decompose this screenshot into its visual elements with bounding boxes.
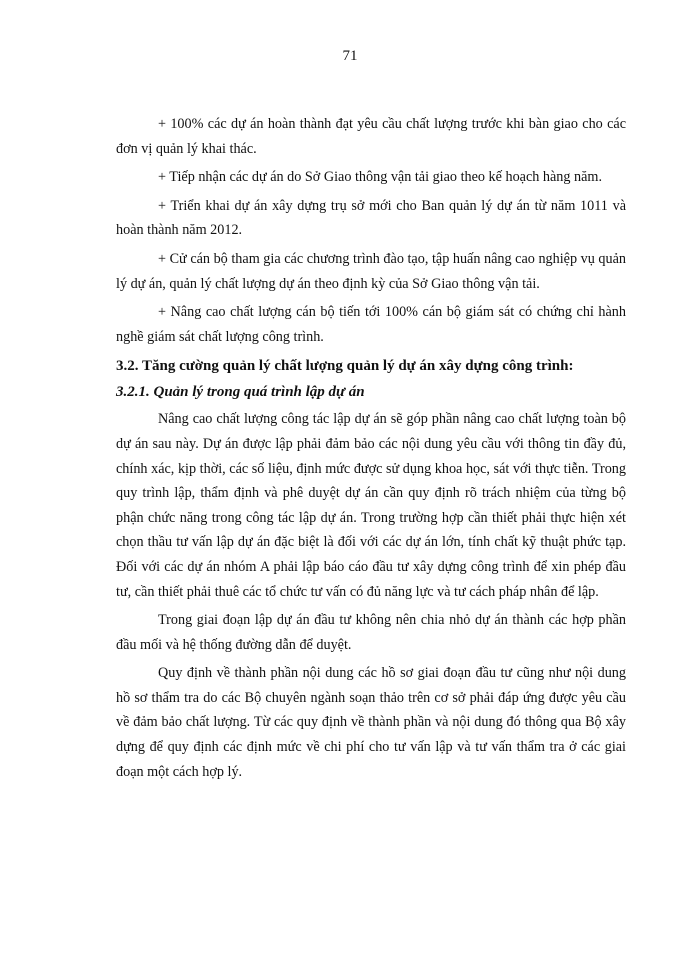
paragraph: Quy định về thành phần nội dung các hồ sơ giai đoạn đầu tư cũng như nội dung hồ sơ thẩm tra do các Bộ chuyên ngành soạn thảo trên cơ sở phải đáp ứng được yêu cầu về đảm bảo chất lượng. Từ các quy định về thành phần và nội dung đó thông qua Bộ xây dựng để quy định các định mức về chi phí cho tư vấn lập và tư vấn thẩm tra ở các giai đoạn một cách hợp lý. [116,665,626,780]
bullet-item: + Cử cán bộ tham gia các chương trình đào tạo, tập huấn nâng cao nghiệp vụ quản lý dự án, quản lý chất lượng dự án theo định kỳ của Sở Giao thông vận tải. [116,250,626,292]
bullet-item: + Triển khai dự án xây dựng trụ sở mới cho Ban quản lý dự án từ năm 1011 và hoàn thành năm 2012. [116,197,626,239]
paragraph: Trong giai đoạn lập dự án đầu tư không nên chia nhỏ dự án thành các hợp phần đầu mối và hệ thống đường dẫn để duyệt. [116,612,626,653]
bullet-item: + Tiếp nhận các dự án do Sở Giao thông vận tải giao theo kế hoạch hàng năm. [158,169,602,186]
subsection-heading: 3.2.1. Quản lý trong quá trình lập dự án [116,384,365,401]
bullet-item: + 100% các dự án hoàn thành đạt yêu cầu chất lượng trước khi bàn giao cho các đơn vị quản lý khai thác. [116,116,626,157]
paragraph: Nâng cao chất lượng công tác lập dự án sẽ góp phần nâng cao chất lượng toàn bộ dự án sau này. Dự án được lập phải đảm bảo các nội dung yêu cầu với thông tin đầy đủ, chính xác, kịp thời, các số liệu, định mức được sử dụng khoa học, sát với thực tiễn. Trong quy trình lập, thẩm định và phê duyệt dự án cần quy định rõ trách nhiệm của từng bộ phận chức năng trong công tác lập dự án. Trong trường hợp cần thiết phải thực hiện xét chọn thầu tư vấn lập dự án đặc biệt là đối với các dự án lớn, tính chất kỹ thuật phức tạp. Đối với các dự án nhóm A phải lập báo cáo đầu tư xây dựng công trình để xin phép đầu tư, cần thiết phải thuê các tổ chức tư vấn có đủ năng lực và tư cách pháp nhân để lập. [116,411,626,600]
page-number: 71 [342,48,358,64]
bullet-item: + Nâng cao chất lượng cán bộ tiến tới 100% cán bộ giám sát có chứng chỉ hành nghề giám sát chất lượng công trình. [116,304,626,345]
section-heading: 3.2. Tăng cường quản lý chất lượng quản lý dự án xây dựng công trình: [116,358,574,375]
body-text [116,112,626,788]
